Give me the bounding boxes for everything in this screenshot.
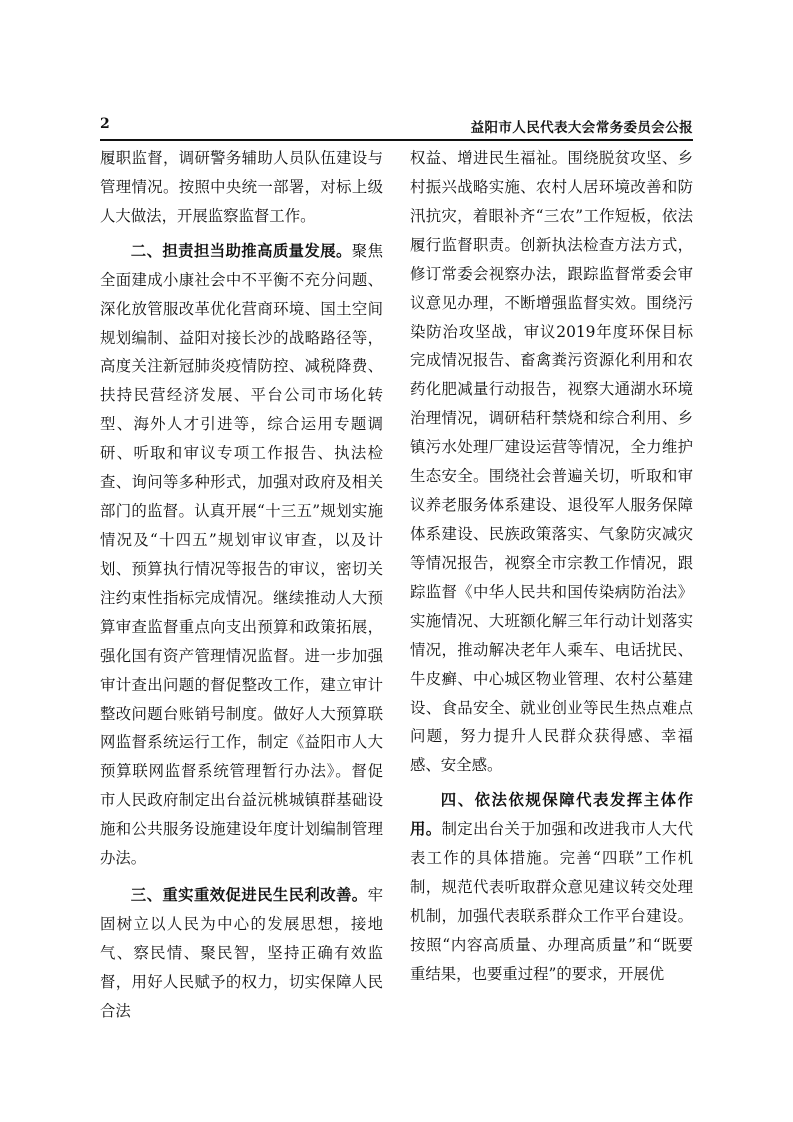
section-body-2: 聚焦全面建成小康社会中不平衡不充分问题、深化放管服改革优化营商环境、国土空间规划编制、益阳对接长沙的战略路径等，高度关注新冠肺炎疫情防控、减税降费、扶持民营经济发展、平台公司市场化转型、海外人才引进等，综合运用专题调研、听取和审议专项工作报告、执法检查、询问等多种形式，加强对政府及相关部门的监督。认真开展“十三五”规划实施情况及“十四五”规划审议审查，以及计划、预算执行情况等报告的审议，密切关注约束性指标完成情况。继续推动人大预算审查监督重点向支出预算和政策拓展，强化国有资产管理情况监督。进一步加强审计查出问题的督促整改工作，建立审计整改问题台账销号制度。做好人大预算联网监督系统运行工作，制定《益阳市人大预算联网监督系统管理暂行办法》。督促市人民政府制定出台益沅桃城镇群基础设施和公共服务设施建设年度计划编制管理办法。 (100, 241, 383, 868)
left-column (100, 144, 383, 1026)
section-body-3: 牢固树立以人民为中心的发展思想，接地气、察民情、聚民智，坚持正确有效监督，用好人民赋予的权力，切实保障人民合法 (100, 886, 383, 1020)
paragraph-section-4 (410, 786, 693, 988)
paragraph-continuation: 履职监督，调研警务辅助人员队伍建设与管理情况。按照中央统一部署，对标上级人大做法，开展监察监督工作。 (100, 149, 383, 225)
paragraph-section-2 (100, 237, 383, 873)
right-column (410, 144, 693, 989)
paragraph-section-3 (100, 881, 383, 1026)
section-heading-3: 三、重实重效促进民生民利改善。 (130, 886, 368, 905)
section-heading-2: 二、担责担当助推高质量发展。 (130, 241, 352, 260)
section-body-4: 制定出台关于加强和改进我市人大代表工作的具体措施。完善“四联”工作机制，规范代表听取群众意见建议转交处理机制，加强代表联系群众工作平台建设。按照“内容高质量、办理高质量”和“既要重结果，也要重过程”的要求，开展优 (410, 820, 693, 983)
header-rule (100, 139, 693, 141)
page-number: 2 (100, 116, 110, 132)
journal-title: 益阳市人民代表大会常务委员会公报 (470, 120, 693, 136)
paragraph-section-3-continued: 权益、增进民生福祉。围绕脱贫攻坚、乡村振兴战略实施、农村人居环境改善和防汛抗灾，着眼补齐“三农”工作短板，依法履行监督职责。创新执法检查方法方式，修订常委会视察办法，跟踪监督常委会审议意见办理，不断增强监督实效。围绕污染防治攻坚战，审议2019年度环保目标完成情况报告、畜禽粪污资源化利用和农药化肥减量行动报告，视察大通湖水环境治理情况，调研秸秆禁烧和综合利用、乡镇污水处理厂建设运营等情况，全力维护生态安全。围绕社会普遍关切，听取和审议养老服务体系建设、退役军人服务保障体系建设、民族政策落实、气象防灾减灾等情况报告，视察全市宗教工作情况，跟踪监督《中华人民共和国传染病防治法》实施情况、大班额化解三年行动计划落实情况，推动解决老年人乘车、电话扰民、牛皮癣、中心城区物业管理、农村公墓建设、食品安全、就业创业等民生热点难点问题，努力提升人民群众获得感、幸福感、安全感。 (410, 149, 693, 775)
page-header (100, 116, 693, 136)
section-heading-4: 四、依法依规保障代表发挥主体作用。 (410, 791, 693, 839)
